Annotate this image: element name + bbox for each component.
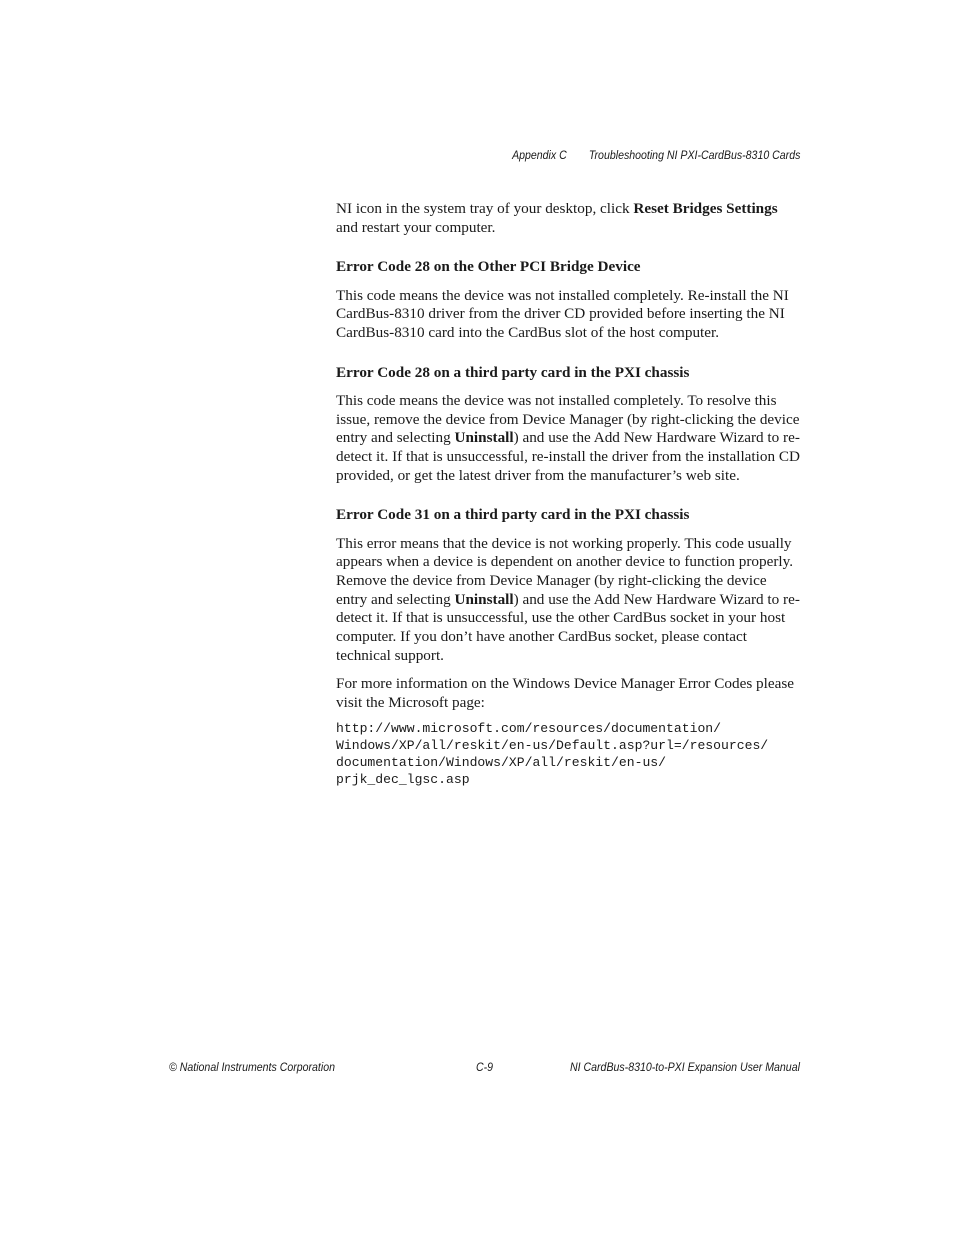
section-heading-error-28-third-party: Error Code 28 on a third party card in the PXI chassis <box>336 363 690 381</box>
footer-copyright: © National Instruments Corporation <box>169 1062 335 1074</box>
url-line: documentation/Windows/XP/all/reskit/en-us/ <box>336 755 667 771</box>
url-line: Windows/XP/all/reskit/en-us/Default.asp?url=/resources/ <box>336 738 769 754</box>
url-line: prjk_dec_lgsc.asp <box>336 772 470 788</box>
url-line: http://www.microsoft.com/resources/documentation/ <box>336 721 722 737</box>
microsoft-url <box>336 720 800 788</box>
section-paragraph-error-28-third-party: This code means the device was not installed completely. To resolve this issue, remove the device from Device Manager (by right-clicking the device entry and selecting Uninstall) and use the Add New Hardware Wizard to re-detect it. If that is unsuccessful, re-install the driver from the installation CD provided, or get the latest driver from the manufacturer’s web site. <box>336 391 800 484</box>
reset-bridges-settings-label: Reset Bridges Settings <box>633 200 778 217</box>
section-paragraph-error-31-third-party: This error means that the device is not working properly. This code usually appears when a device is dependent on another device to function properly. Remove the device from Device Manager (by right-clicking the device entry and selecting Uninstall) and use the Add New Hardware Wizard to re-detect it. If that is unsuccessful, use the other CardBus socket in your host computer. If you don’t have another CardBus socket, please contact technical support. <box>336 534 800 664</box>
footer-manual-title: NI CardBus-8310-to-PXI Expansion User Manual <box>570 1062 800 1074</box>
more-info-paragraph: For more information on the Windows Device Manager Error Codes please visit the Microsoft page: <box>336 675 794 711</box>
section-heading-error-31-third-party: Error Code 31 on a third party card in the PXI chassis <box>336 506 690 524</box>
chapter-title: Troubleshooting NI PXI-CardBus-8310 Cards <box>588 150 800 162</box>
running-header <box>512 150 800 162</box>
appendix-label: Appendix C <box>511 150 567 162</box>
section-paragraph-error-28-pci-bridge: This code means the device was not installed completely. Re-install the NI CardBus-8310 driver from the driver CD provided before inserting the NI CardBus-8310 card into the CardBus slot of the host computer. <box>336 286 789 342</box>
intro-paragraph: NI icon in the system tray of your desktop, click Reset Bridges Settings and restart your computer. <box>336 200 778 236</box>
uninstall-label: Uninstall <box>454 590 514 608</box>
uninstall-label: Uninstall <box>454 429 514 447</box>
section-heading-error-28-pci-bridge: Error Code 28 on the Other PCI Bridge Device <box>336 258 641 276</box>
main-content <box>336 200 800 788</box>
footer-page-number: C-9 <box>476 1062 494 1074</box>
